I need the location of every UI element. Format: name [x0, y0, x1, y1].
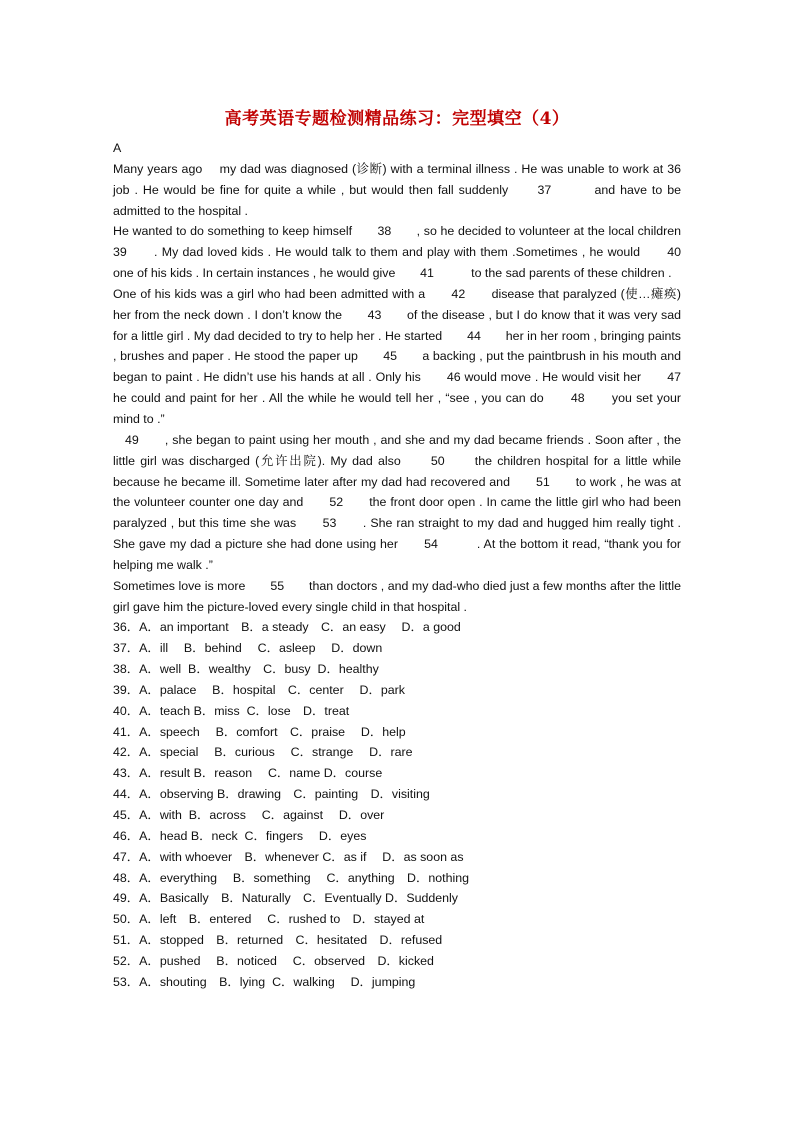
option-row: 41．A．speech B．comfort C．praise D．help — [113, 724, 406, 739]
option-row: 47．A．with whoever B．whenever C．as if D．as soon as — [113, 849, 464, 864]
page-title: 高考英语专题检测精品练习：完型填空（4） — [224, 109, 570, 129]
paragraph: Sometimes love is more 55 than doctors , and my dad-who died just a few months after the little girl gave him the picture-loved every single child in that hospital . — [113, 578, 681, 614]
paragraph: One of his kids was a girl who had been admitted with a 42 disease that paralyzed (使…瘫痪) her from the neck down . I don’t know the 43 of the disease , but I do know that it was very sad for a little girl . My dad decided to try to help her . He started 44 her in her room , bringing paints , brushes and paper . He stood the paper up 45 a backing , put the paintbrush in his mouth and began to paint . He didn’t use his hands at all . Only his 46 would move . He would visit her 47 he could and paint for her . All the while he would tell her , “see , you can do 48 you set your mind to .” — [113, 286, 706, 426]
section-label: A — [113, 141, 122, 155]
option-row: 38．A．well B．wealthy C．busy D．healthy — [113, 662, 379, 677]
option-row: 44．A．observing B．drawing C．painting D．visiting — [113, 787, 430, 802]
option-row: 45．A．with B．across C．against D．over — [113, 808, 385, 822]
option-row: 36．A．an important B．a steady C．an easy D．a good — [113, 620, 461, 635]
passage — [113, 138, 706, 993]
option-row: 46．A．head B．neck C．fingers D．eyes — [113, 828, 367, 843]
option-row: 53．A．shouting B．lying C．walking D．jumping — [113, 974, 416, 989]
option-row: 51．A．stopped B．returned C．hesitated D．refused — [113, 933, 443, 948]
paragraph: He wanted to do something to keep himself 38 , so he decided to volunteer at the local children 39 . My dad loved kids . He would talk to them and play with them .Sometimes , he would 40 one of his kids . In certain instances , he would give 41 to the sad parents of these children . — [113, 224, 706, 281]
option-row: 52．A．pushed B．noticed C．observed D．kicked — [113, 953, 434, 968]
option-row: 39．A．palace B．hospital C．center D．park — [113, 682, 405, 697]
option-row: 50．A．left B．entered C．rushed to D．stayed at — [113, 912, 425, 927]
option-row: 43．A．result B．reason C．name D．course — [113, 766, 383, 781]
option-row: 42．A．special B．curious C．strange D．rare — [113, 745, 413, 760]
option-row: 48．A．everything B．something C．anything D．nothing — [113, 870, 470, 885]
paragraph: Many years ago my dad was diagnosed (诊断) with a terminal illness . He was unable to work at 36 job . He would be fine for quite a while , but would then fall suddenly 37 and have to be admitted to the hospital . — [113, 161, 706, 218]
paragraph: 49 , she began to paint using her mouth , and she and my dad became friends . Soon after , the little girl was discharged (允许出院). My dad also 50 the children hospital for a little while because he became ill. Sometime later after my dad had recovered and 51 to work , he was at the volunteer counter one day and 52 the front door open . In came the little girl who had been paralyzed , but this time she was 53 . She ran straight to my dad and hugged him really tight . She gave my dad a picture she had done using her 54 . At the bottom it read, “thank you for helping me walk .” — [113, 432, 681, 572]
option-row: 37．A．ill B．behind C．asleep D．down — [113, 641, 383, 656]
answer-options — [113, 617, 681, 992]
option-row: 49．A．Basically B．Naturally C．Eventually D．Suddenly — [113, 891, 459, 906]
option-row: 40．A．teach B．miss C．lose D．treat — [113, 703, 350, 718]
